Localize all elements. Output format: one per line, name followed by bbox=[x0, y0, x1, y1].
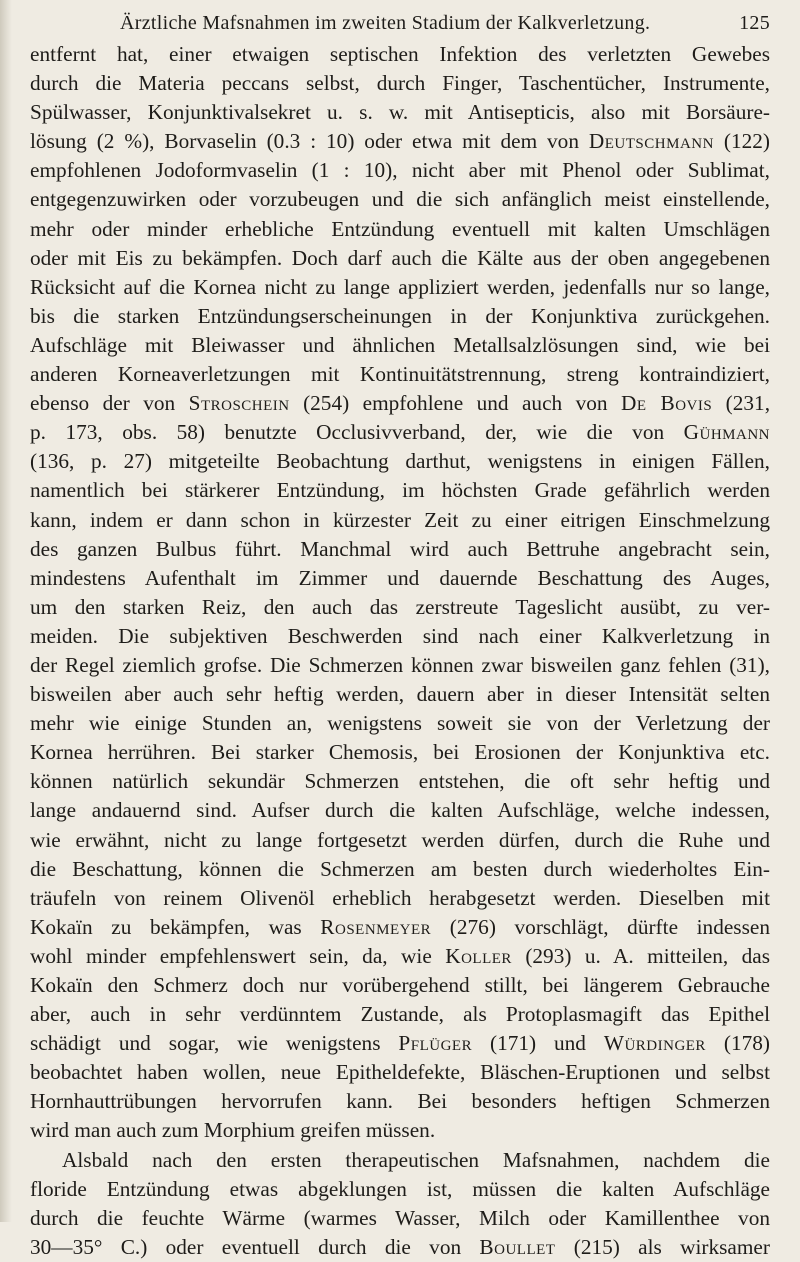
text-line: floride Entzündung etwas abgeklungen ist, müssen die kalten Aufschläge bbox=[30, 1176, 770, 1201]
text-line: mehr oder minder erhebliche Entzündung eventuell mit kalten Umschlägen bbox=[30, 216, 770, 241]
text-line: p. 173, obs. 58) benutzte Occlusivverband, der, wie die von Gühmann bbox=[30, 420, 770, 445]
text-line: mehr wie einige Stunden an, wenigstens soweit sie von der Verletzung der bbox=[30, 711, 770, 736]
text-line: durch die Materia peccans selbst, durch Finger, Taschentücher, Instrumente, bbox=[30, 71, 770, 96]
text-line: bis die starken Entzündungserscheinungen in der Konjunktiva zurückgehen. bbox=[30, 303, 770, 328]
text-line: 30—35° C.) oder eventuell durch die von Boullet (215) als wirksamer bbox=[30, 1234, 770, 1259]
text-line: wie erwähnt, nicht zu lange fortgesetzt werden dürfen, durch die Ruhe und bbox=[30, 827, 770, 852]
text-line: entfernt hat, einer etwaigen septischen Infektion des verletzten Gewebes bbox=[30, 42, 770, 66]
text-line: namentlich bei stärkerer Entzündung, im höchsten Grade gefährlich werden bbox=[30, 478, 770, 503]
body-text bbox=[30, 40, 770, 1262]
text-line: lösung (2 %), Borvaselin (0.3 : 10) oder etwa mit dem von Deutschmann (122) bbox=[30, 129, 770, 154]
text-line: ebenso der von Stroschein (254) empfohlene und auch von De Bovis (231, bbox=[30, 391, 771, 416]
paragraph bbox=[30, 40, 770, 1146]
text-line: anderen Korneaverletzungen mit Kontinuitätstrennung, streng kontraindiziert, bbox=[30, 362, 770, 387]
running-head bbox=[30, 8, 770, 40]
book-binding-edge bbox=[0, 0, 12, 1222]
text-line: lange andauernd sind. Aufser durch die kalten Aufschläge, welche indessen, bbox=[30, 798, 770, 823]
text-line: Kornea herrühren. Bei starker Chemosis, bei Erosionen der Konjunktiva etc. bbox=[30, 740, 770, 765]
running-title: Ärztliche Mafsnahmen im zweiten Stadium der Kalkverletzung. bbox=[120, 12, 651, 34]
text-line: aber, auch in sehr verdünntem Zustande, als Protoplasmagift das Epithel bbox=[30, 1002, 770, 1027]
text-line: wird man auch zum Morphium greifen müssen. bbox=[30, 1118, 436, 1143]
text-line: können natürlich sekundär Schmerzen entstehen, die oft sehr heftig und bbox=[30, 769, 770, 794]
text-line: Aufschläge mit Bleiwasser und ähnlichen Metallsalzlösungen sind, wie bei bbox=[30, 332, 770, 357]
text-line: Alsbald nach den ersten therapeutischen Mafsnahmen, nachdem die bbox=[62, 1147, 770, 1172]
paragraph bbox=[30, 1146, 770, 1262]
text-line: die Beschattung, können die Schmerzen am besten durch wiederholtes Ein- bbox=[30, 856, 770, 881]
text-line: um den starken Reiz, den auch das zerstreute Tageslicht ausübt, zu ver- bbox=[30, 594, 770, 619]
page-number: 125 bbox=[739, 12, 770, 34]
text-line: entgegenzuwirken oder vorzubeugen und die sich anfänglich meist einstellende, bbox=[30, 187, 770, 212]
text-line: träufeln von reinem Olivenöl erheblich herabgesetzt werden. Dieselben mit bbox=[30, 885, 770, 910]
text-line: oder mit Eis zu bekämpfen. Doch darf auch die Kälte aus der oben angegebenen bbox=[30, 245, 770, 270]
text-line: Spülwasser, Konjunktivalsekret u. s. w. mit Antisepticis, also mit Borsäure- bbox=[30, 100, 770, 125]
text-line: Kokaïn zu bekämpfen, was Rosenmeyer (276) vorschlägt, dürfte indessen bbox=[30, 914, 770, 939]
text-line: beobachtet haben wollen, neue Epitheldefekte, Bläschen-Eruptionen und selbst bbox=[30, 1060, 770, 1085]
text-line: Hornhauttrübungen hervorrufen kann. Bei besonders heftigen Schmerzen bbox=[30, 1089, 770, 1114]
text-line: meiden. Die subjektiven Beschwerden sind nach einer Kalkverletzung in bbox=[30, 623, 770, 648]
text-line: schädigt und sogar, wie wenigstens Pflüger (171) und Würdinger (178) bbox=[30, 1031, 770, 1056]
text-line: des ganzen Bulbus führt. Manchmal wird auch Bettruhe angebracht sein, bbox=[30, 536, 770, 561]
text-line: kann, indem er dann schon in kürzester Zeit zu einer eitrigen Einschmelzung bbox=[30, 507, 770, 532]
text-line: (136, p. 27) mitgeteilte Beobachtung darthut, wenigstens in einigen Fällen, bbox=[30, 449, 770, 474]
text-line: empfohlenen Jodoformvaselin (1 : 10), nicht aber mit Phenol oder Sublimat, bbox=[30, 158, 770, 183]
text-line: bisweilen aber auch sehr heftig werden, dauern aber in dieser Intensität selten bbox=[30, 682, 770, 707]
text-line: Rücksicht auf die Kornea nicht zu lange appliziert werden, jedenfalls nur so lange, bbox=[30, 274, 770, 299]
text-line: durch die feuchte Wärme (warmes Wasser, Milch oder Kamillenthee von bbox=[30, 1205, 770, 1230]
text-line: wohl minder empfehlenswert sein, da, wie Koller (293) u. A. mitteilen, das bbox=[30, 943, 770, 968]
book-page bbox=[30, 0, 770, 1262]
text-line: mindestens Aufenthalt im Zimmer und dauernde Beschattung des Auges, bbox=[30, 565, 770, 590]
text-line: Kokaïn den Schmerz doch nur vorübergehend stillt, bei längerem Gebrauche bbox=[30, 973, 770, 997]
text-line: der Regel ziemlich grofse. Die Schmerzen können zwar bisweilen ganz fehlen (31), bbox=[30, 652, 770, 677]
